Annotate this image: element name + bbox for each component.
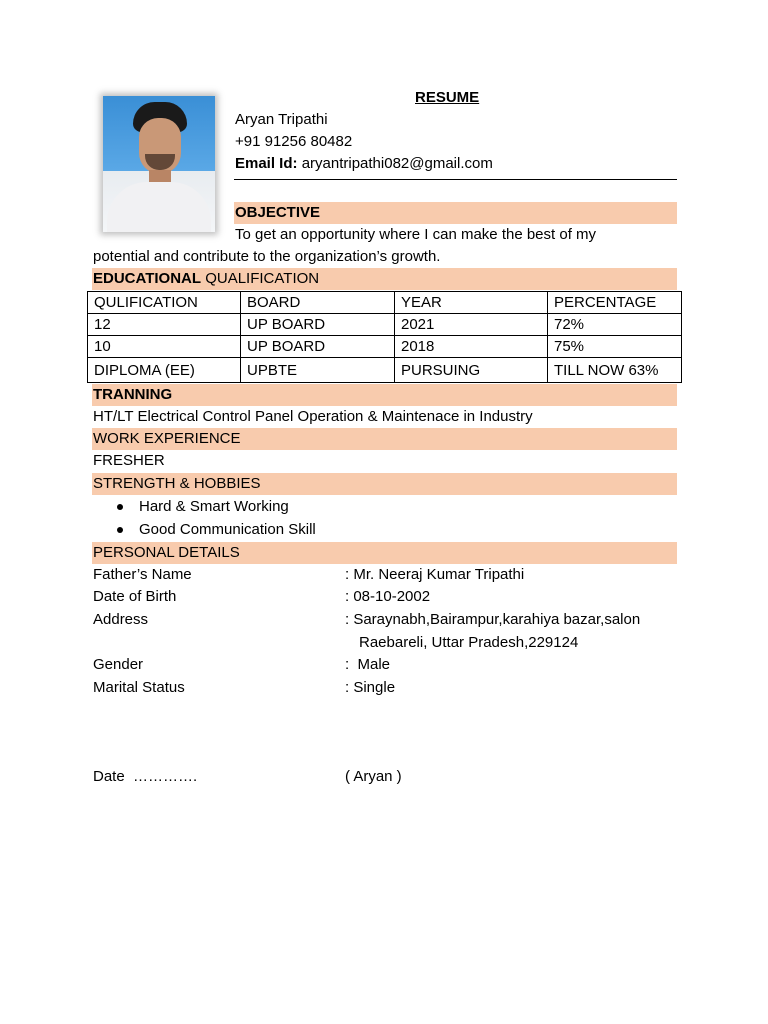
- strengths-heading-band: [92, 473, 677, 495]
- list-item: [117, 519, 316, 541]
- email-label: Email Id:: [235, 155, 298, 172]
- marital-status-value: : Single: [345, 679, 396, 696]
- gender-value: : Male: [345, 656, 391, 673]
- header-divider: [234, 179, 677, 180]
- table-cell: 2021: [395, 314, 548, 336]
- candidate-name: Aryan Tripathi: [235, 111, 328, 128]
- list-item: [117, 496, 289, 518]
- fathers-name-value: : Mr. Neeraj Kumar Tripathi: [345, 566, 525, 583]
- gender-label: Gender: [93, 656, 144, 673]
- dob-label: Date of Birth: [93, 588, 177, 605]
- table-cell: UP BOARD: [241, 314, 395, 336]
- table-cell: PURSUING: [395, 358, 548, 383]
- bullet-icon: [117, 527, 123, 533]
- personal-heading-band: [92, 542, 677, 564]
- work-heading-band: [92, 428, 677, 450]
- strengths-heading: STRENGTH & HOBBIES: [93, 475, 261, 492]
- table-header-cell: PERCENTAGE: [548, 292, 682, 314]
- table-header-cell: YEAR: [395, 292, 548, 314]
- training-heading: TRANNING: [93, 386, 173, 403]
- work-text: FRESHER: [93, 452, 165, 469]
- table-header-row: [88, 292, 682, 314]
- table-row: [88, 314, 682, 336]
- objective-text-line-2: potential and contribute to the organization’s growth.: [93, 248, 441, 265]
- fathers-name-label: Father’s Name: [93, 566, 192, 583]
- education-heading-rest: QUALIFICATION: [201, 270, 320, 287]
- education-heading-band: [92, 268, 677, 290]
- education-heading-bold: EDUCATIONAL: [93, 270, 202, 287]
- table-header-cell: QULIFICATION: [88, 292, 241, 314]
- table-cell: UPBTE: [241, 358, 395, 383]
- address-label: Address: [93, 611, 149, 628]
- dob-value: : 08-10-2002: [345, 588, 431, 605]
- strength-item: Good Communication Skill: [139, 521, 316, 538]
- table-cell: 75%: [548, 336, 682, 358]
- address-value-line-1: : Saraynabh,Bairampur,karahiya bazar,salon: [345, 611, 641, 628]
- table-row: [88, 358, 682, 383]
- date-line: Date ………….: [93, 768, 198, 785]
- objective-heading-band: [234, 202, 677, 224]
- table-cell: UP BOARD: [241, 336, 395, 358]
- bullet-icon: [117, 504, 123, 510]
- table-cell: DIPLOMA (EE): [88, 358, 241, 383]
- table-row: [88, 336, 682, 358]
- training-heading-band: [92, 384, 677, 406]
- signature: ( Aryan ): [345, 768, 402, 785]
- candidate-phone: +91 91256 80482: [235, 133, 353, 150]
- objective-text-line-1: To get an opportunity where I can make the best of my: [235, 226, 597, 243]
- table-cell: 2018: [395, 336, 548, 358]
- table-cell: 12: [88, 314, 241, 336]
- education-table: [87, 291, 682, 383]
- marital-status-label: Marital Status: [93, 679, 185, 696]
- training-text: HT/LT Electrical Control Panel Operation & Maintenace in Industry: [93, 408, 533, 425]
- objective-heading: OBJECTIVE: [235, 204, 321, 221]
- table-header-cell: BOARD: [241, 292, 395, 314]
- resume-title: RESUME: [415, 89, 480, 106]
- table-cell: TILL NOW 63%: [548, 358, 682, 383]
- work-heading: WORK EXPERIENCE: [93, 430, 241, 447]
- email-value: aryantripathi082@gmail.com: [301, 155, 493, 172]
- table-cell: 72%: [548, 314, 682, 336]
- strength-item: Hard & Smart Working: [139, 498, 289, 515]
- personal-heading: PERSONAL DETAILS: [93, 544, 240, 561]
- address-value-line-2: Raebareli, Uttar Pradesh,229124: [359, 634, 579, 651]
- profile-photo: [103, 96, 215, 232]
- candidate-email-line: [235, 153, 493, 175]
- table-cell: 10: [88, 336, 241, 358]
